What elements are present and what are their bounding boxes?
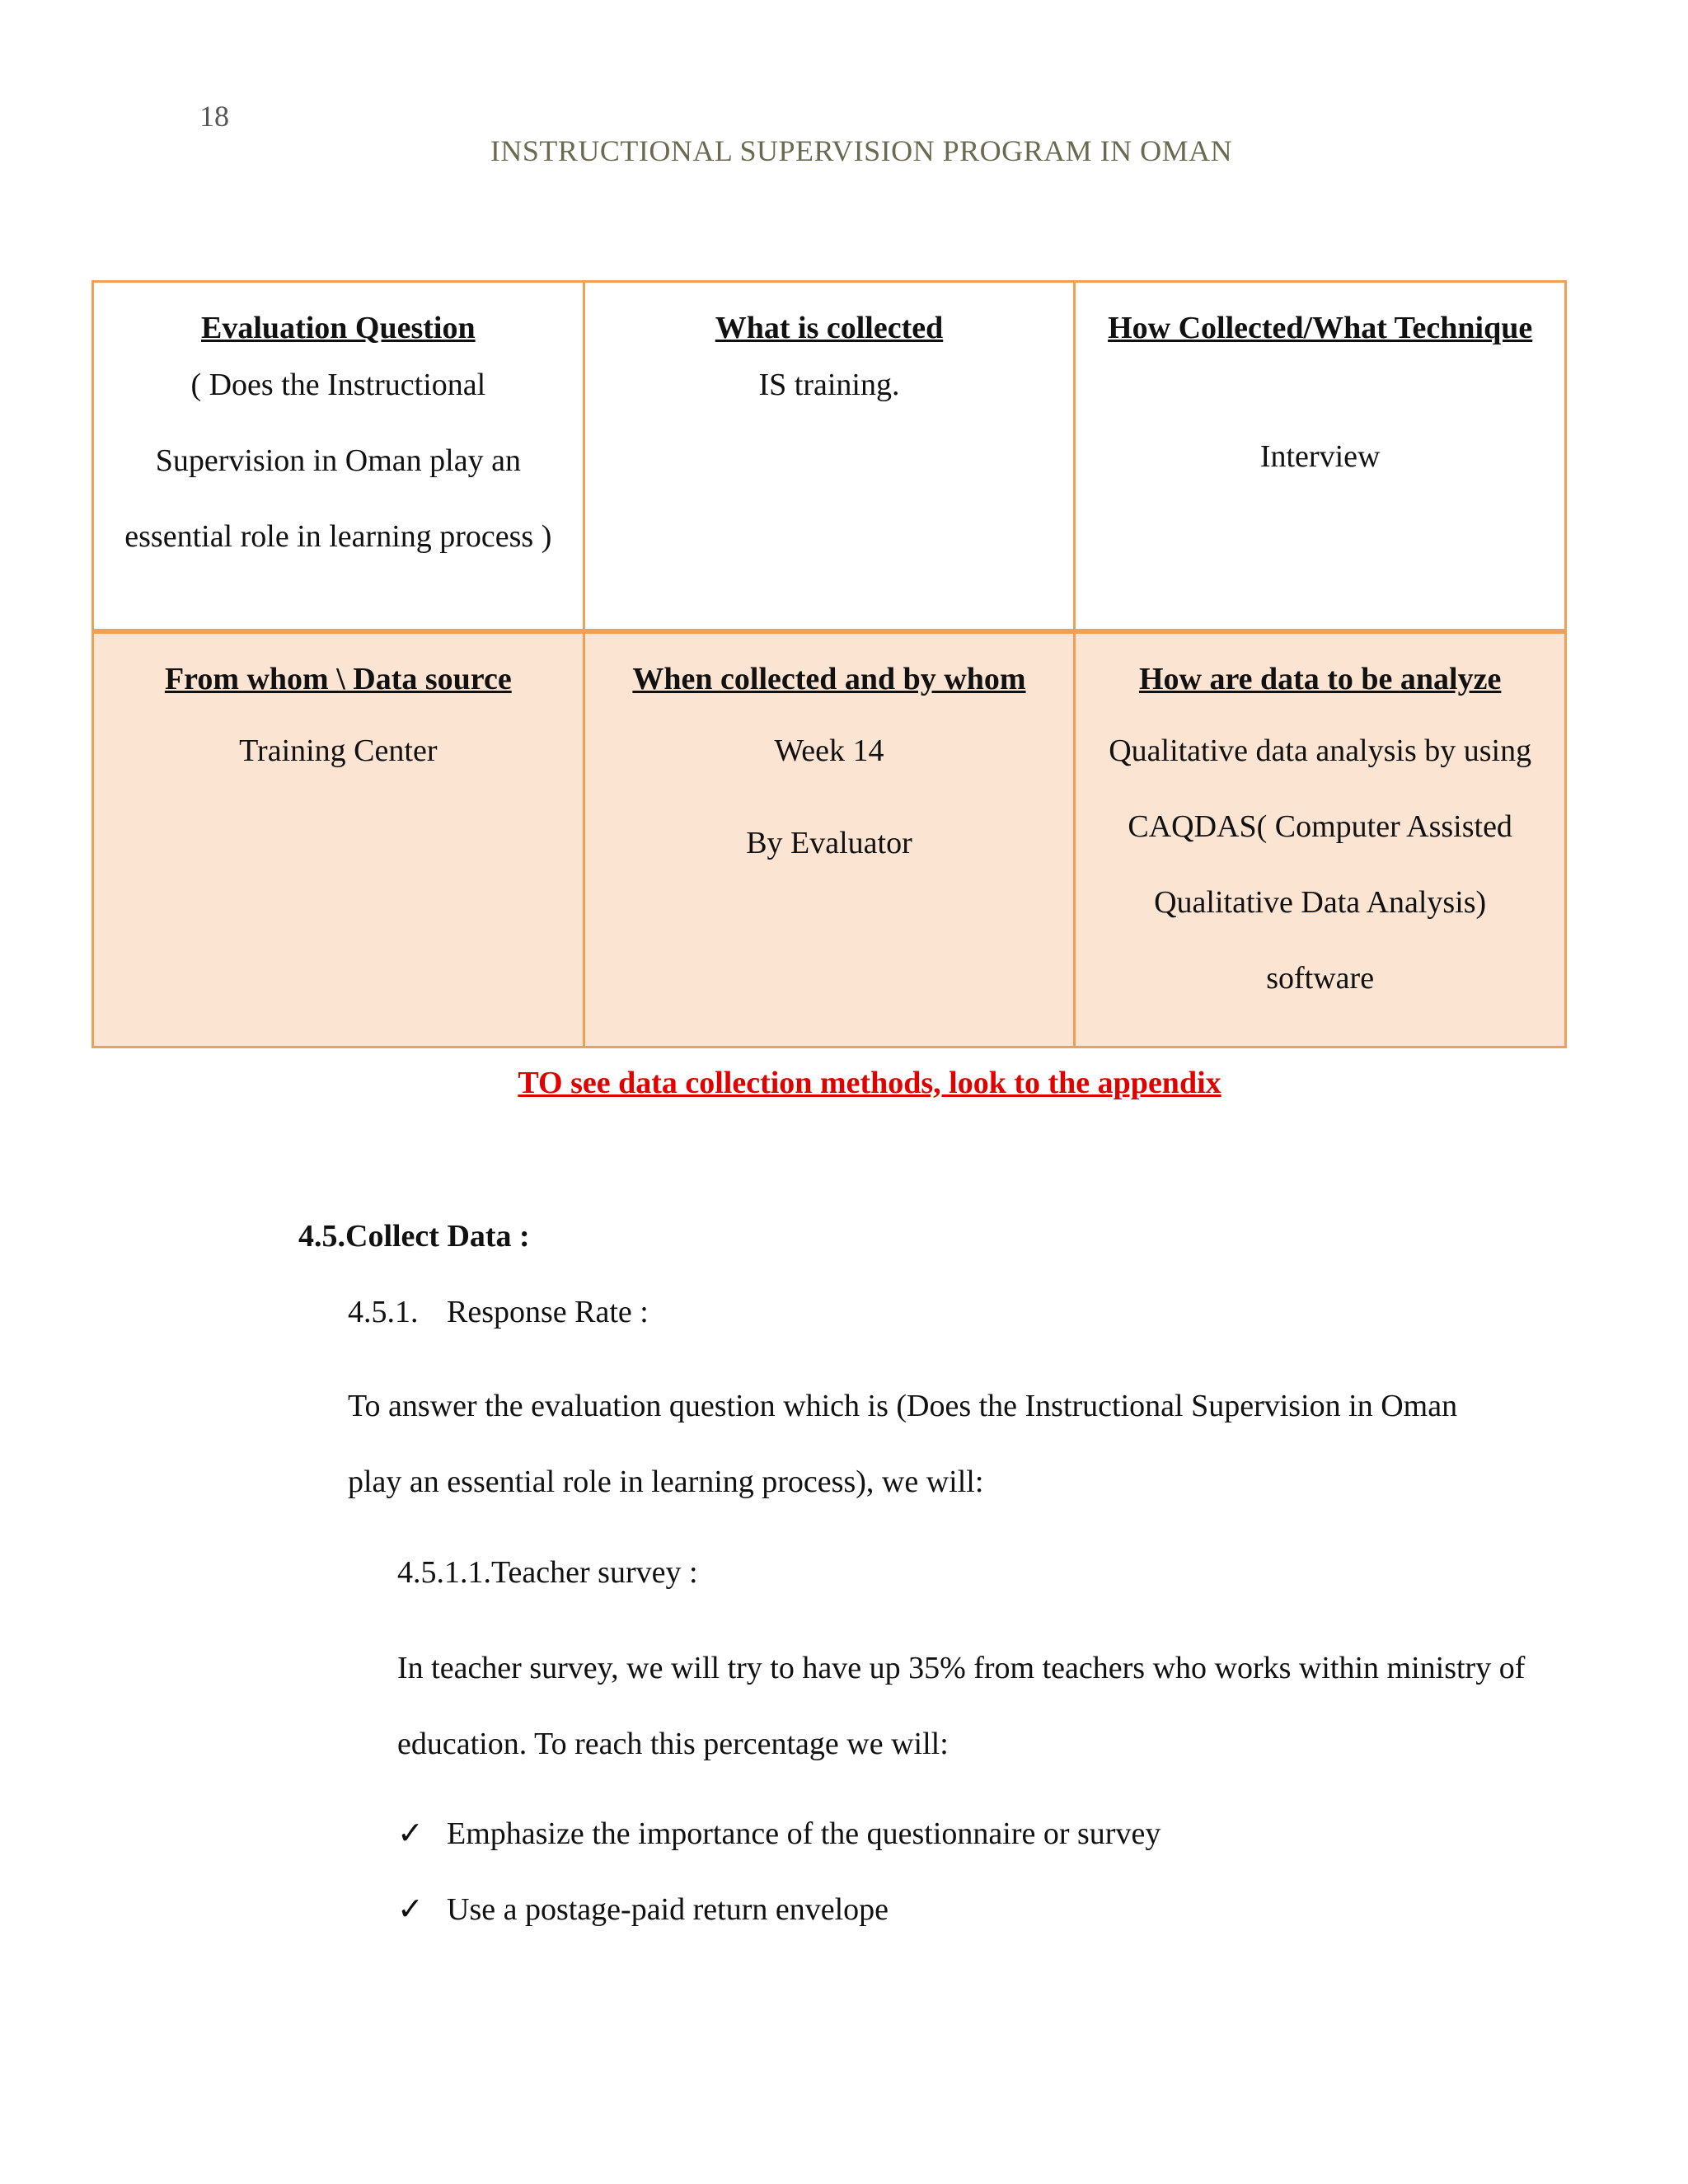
table-cell-when-collected — [584, 631, 1075, 1047]
cell-text: ( Does the Instructional — [190, 368, 486, 402]
list-item — [397, 1891, 889, 1928]
cell-text: By Evaluator — [746, 826, 912, 860]
subsubsection-heading: 4.5.1.1.Teacher survey : — [397, 1555, 698, 1590]
list-item — [397, 1815, 1160, 1852]
cell-text: Supervision in Oman play an — [155, 443, 521, 478]
table-cell-analysis — [1075, 631, 1566, 1047]
list-item-text: Emphasize the importance of the questionnaire or survey — [447, 1816, 1161, 1851]
appendix-link[interactable]: TO see data collection methods, look to the appendix — [518, 1066, 1221, 1100]
cell-text: Qualitative Data Analysis) — [1154, 885, 1487, 920]
cell-text: Interview — [1259, 439, 1381, 474]
cell-text: IS training. — [758, 368, 900, 402]
table-cell-data-source — [93, 631, 584, 1047]
table-row — [93, 282, 1566, 632]
table-row — [93, 631, 1566, 1047]
table-cell-what-collected — [584, 282, 1075, 632]
body-paragraph: In teacher survey, we will try to have up 35% from teachers who works within ministry of education. To reach this percentage we will: — [397, 1651, 1526, 1761]
cell-text: software — [1266, 961, 1375, 996]
subsection-number: 4.5.1. — [348, 1295, 419, 1329]
subsection-heading — [348, 1294, 649, 1330]
cell-text: Week 14 — [774, 733, 884, 768]
subsection-title: Response Rate : — [447, 1295, 649, 1329]
table-cell-how-collected — [1075, 282, 1566, 632]
checkmark-icon: ✓ — [397, 1816, 424, 1851]
body-paragraph: To answer the evaluation question which is (Does the Instructional Supervision in Oman play an essential role in learning process), we will: — [348, 1389, 1458, 1499]
cell-heading: How are data to be analyze — [1138, 662, 1502, 696]
cell-heading: Evaluation Question — [201, 311, 476, 345]
cell-text: Training Center — [239, 733, 438, 768]
page-number: 18 — [199, 100, 229, 133]
table-cell-evaluation-question — [93, 282, 584, 632]
cell-heading: How Collected/What Technique — [1108, 311, 1533, 345]
cell-text: CAQDAS( Computer Assisted — [1128, 809, 1512, 844]
cell-heading: When collected and by whom — [632, 662, 1026, 696]
section-heading: 4.5.Collect Data : — [298, 1219, 530, 1254]
checkmark-icon: ✓ — [397, 1892, 424, 1927]
cell-heading: What is collected — [715, 311, 944, 345]
list-item-text: Use a postage-paid return envelope — [447, 1892, 889, 1927]
cell-text: Qualitative data analysis by using — [1109, 733, 1532, 768]
evaluation-table — [91, 280, 1567, 1048]
cell-text: essential role in learning process ) — [124, 519, 552, 554]
running-head: INSTRUCTIONAL SUPERVISION PROGRAM IN OMAN — [490, 134, 1233, 167]
cell-heading: From whom \ Data source — [164, 662, 512, 696]
